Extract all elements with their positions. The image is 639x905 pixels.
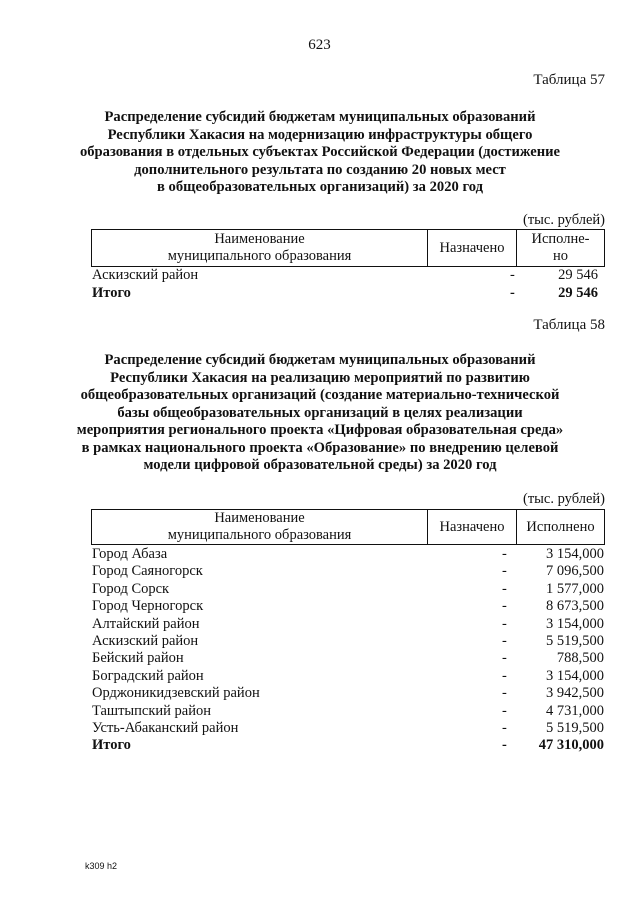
table-row (92, 685, 604, 702)
table-58-label: Таблица 58 (533, 317, 605, 333)
row-done: 788,500 (556, 650, 604, 667)
row-name: Боградский район (92, 667, 204, 684)
table-row (92, 598, 604, 615)
total-done: 47 310,000 (538, 737, 604, 754)
row-done: 29 546 (558, 267, 598, 283)
header-name-line1: Наименование (214, 510, 305, 526)
row-name: Бейский район (92, 650, 184, 667)
row-done: 3 154,000 (546, 546, 604, 562)
page-number: 623 (308, 37, 331, 53)
header-name-cell (92, 510, 428, 545)
row-assigned: - (502, 598, 507, 615)
table-row (92, 668, 604, 685)
row-done: 3 154,000 (546, 667, 604, 684)
total-name: Итого (92, 737, 131, 754)
table-row (92, 720, 604, 737)
row-name: Город Саяногорск (92, 563, 203, 580)
row-assigned: - (502, 685, 507, 702)
title-line: общеобразовательных организаций (создание материально-технической (80, 387, 560, 403)
title-line: образования в отдельных субъектах Российской Федерации (достижение (79, 144, 561, 160)
row-done: 8 673,500 (546, 598, 604, 615)
table-57-title (70, 109, 570, 197)
table-57-label: Таблица 57 (533, 72, 605, 88)
title-line: Распределение субсидий бюджетам муниципальных образований (104, 352, 536, 368)
row-done: 3 942,500 (546, 685, 604, 702)
total-assigned: - (502, 737, 507, 754)
title-line: Республики Хакасия на реализацию мероприятий по развитию (110, 369, 530, 386)
header-done-cell: Исполнено (517, 510, 605, 545)
table-row (92, 267, 604, 284)
footer-code: k309 h2 (85, 861, 118, 871)
title-line: базы общеобразовательных организаций в целях реализации (117, 404, 523, 421)
row-name: Орджоникидзевский район (92, 685, 260, 702)
header-name-line2: муниципального образования (167, 527, 352, 543)
row-assigned: - (502, 580, 507, 597)
row-done: 7 096,500 (546, 563, 604, 580)
table-58-header (91, 509, 605, 545)
title-line: мероприятия регионального проекта «Цифровая образовательная среда» (76, 422, 564, 438)
total-assigned: - (510, 285, 515, 301)
header-done-cell (517, 230, 605, 267)
row-done: 5 519,500 (546, 633, 604, 649)
row-assigned: - (502, 667, 507, 684)
row-assigned: - (510, 267, 515, 283)
header-name-cell (92, 230, 428, 267)
table-57-header (91, 229, 605, 267)
title-line: Республики Хакасия на модернизацию инфраструктуры общего (107, 126, 533, 143)
header-done-line1: Исполне- (531, 231, 590, 247)
header-name-line2: муниципального образования (167, 248, 352, 264)
table-total-row (92, 737, 604, 754)
row-assigned: - (502, 633, 507, 649)
table-row (92, 616, 604, 633)
table-row (92, 581, 604, 598)
title-line: Распределение субсидий бюджетам муниципальных образований (104, 109, 536, 125)
header-name-line1: Наименование (214, 231, 305, 247)
row-done: 3 154,000 (546, 615, 604, 632)
table-total-row (92, 285, 604, 302)
row-name: Усть-Абаканский район (92, 720, 239, 736)
header-done-line2: но (552, 248, 568, 264)
table-row (92, 563, 604, 580)
header-assigned-cell: Назначено (428, 230, 517, 267)
row-assigned: - (502, 563, 507, 580)
table-row (92, 546, 604, 563)
table-57-units: (тыс. рублей) (523, 212, 605, 228)
row-assigned: - (502, 546, 507, 562)
row-assigned: - (502, 650, 507, 667)
row-done: 4 731,000 (546, 702, 604, 719)
row-done: 5 519,500 (546, 720, 604, 736)
total-done: 29 546 (558, 285, 598, 301)
row-name: Таштыпский район (92, 702, 212, 719)
row-assigned: - (502, 720, 507, 736)
title-line: в общеобразовательных организаций) за 2020 год (157, 179, 483, 195)
row-name: Алтайский район (92, 615, 200, 632)
row-name: Аскизский район (92, 267, 199, 283)
row-assigned: - (502, 702, 507, 719)
table-58-units: (тыс. рублей) (523, 491, 605, 507)
header-assigned-cell: Назначено (428, 510, 517, 545)
table-row (92, 650, 604, 667)
row-done: 1 577,000 (546, 580, 604, 597)
table-row (92, 703, 604, 720)
title-line: дополнительного результата по созданию 20 новых мест (134, 161, 506, 178)
table-58-title (70, 352, 570, 475)
row-name: Город Черногорск (92, 598, 204, 615)
table-row (92, 633, 604, 650)
row-name: Аскизский район (92, 633, 199, 649)
total-name: Итого (92, 285, 131, 301)
row-name: Город Абаза (92, 546, 168, 562)
title-line: в рамках национального проекта «Образование» по внедрению целевой (81, 439, 559, 456)
title-line: модели цифровой образовательной среды) за 2020 год (143, 457, 497, 473)
row-name: Город Сорск (92, 580, 170, 597)
row-assigned: - (502, 615, 507, 632)
